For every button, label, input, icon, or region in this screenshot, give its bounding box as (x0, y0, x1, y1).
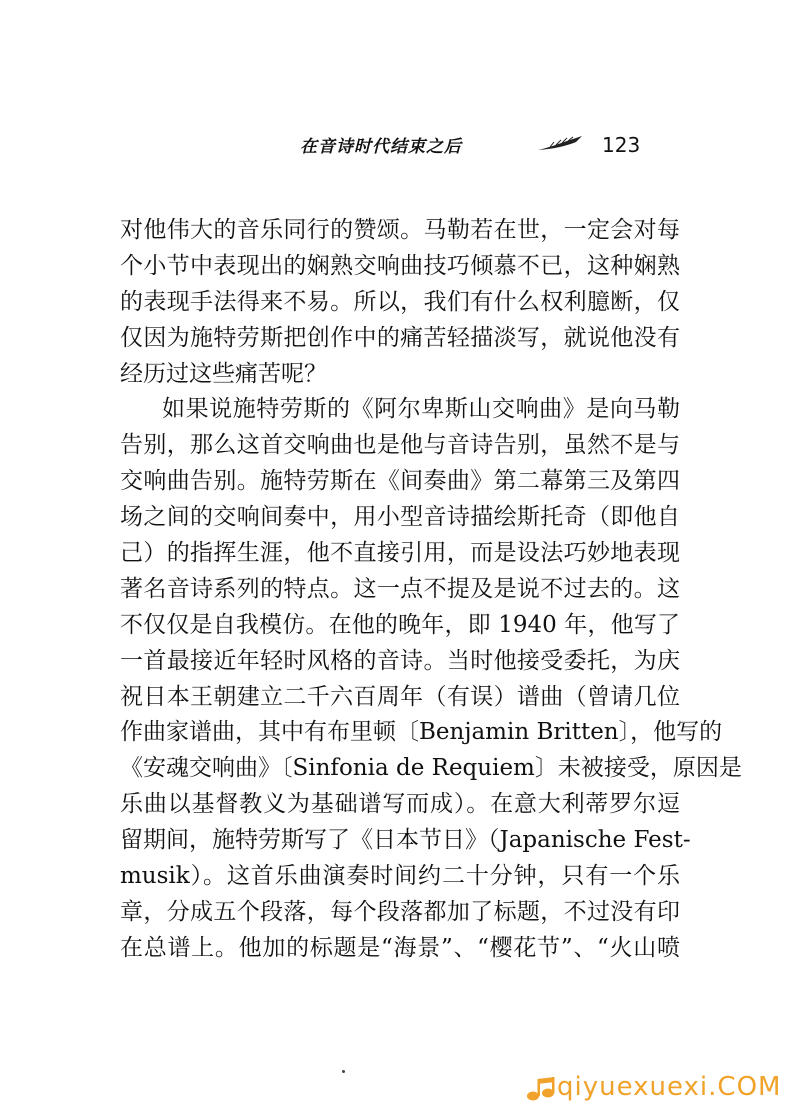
text-line: 交响曲告别。施特劳斯在《间奏曲》第二幕第三及第四 (120, 468, 680, 495)
text-line: 个小节中表现出的娴熟交响曲技巧倾慕不已，这种娴熟 (120, 252, 680, 279)
musical-note-icon (525, 1076, 555, 1102)
text-line: 场之间的交响间奏中，用小型音诗描绘斯托奇（即他自 (120, 504, 680, 531)
text-line: 对他伟大的音乐同行的赞颂。马勒若在世，一定会对每 (120, 217, 680, 243)
running-header (300, 130, 660, 162)
text-line: 乐曲以基督教义为基础谱写而成）。在意大利蒂罗尔逗 (120, 791, 680, 818)
text-line: 在总谱上。他加的标题是“海景”、“樱花节”、“火山喷 (120, 934, 680, 961)
body-text (120, 213, 742, 967)
text-line: 祝日本王朝建立二千六百周年（有误）谱曲（曾请几位 (120, 683, 680, 710)
text-line: 的表现手法得来不易。所以，我们有什么权利臆断，仅 (120, 288, 680, 315)
paragraph-first-line: 如果说施特劳斯的《阿尔卑斯山交响曲》是向马勒 (162, 396, 680, 423)
stray-dot (342, 1070, 345, 1073)
watermark-text: qiyuexuexi.COM (557, 1072, 782, 1102)
text-line: 《安魂交响曲》〔Sinfonia de Requiem〕未被接受，原因是 (120, 755, 742, 782)
text-line: musik）。这首乐曲演奏时间约二十分钟，只有一个乐 (120, 863, 680, 890)
text-line: 己）的指挥生涯，他不直接引用，而是设法巧妙地表现 (120, 540, 680, 567)
quill-ornament-icon (536, 134, 584, 154)
text-line: 留期间，施特劳斯写了《日本节日》（Japanische Fest- (120, 827, 691, 854)
watermark (525, 1068, 785, 1108)
text-line: 仅因为施特劳斯把创作中的痛苦轻描淡写，就说他没有 (120, 324, 680, 351)
text-line: 著名音诗系列的特点。这一点不提及是说不过去的。这 (120, 575, 680, 602)
chapter-title: 在音诗时代结束之后 (300, 137, 462, 157)
text-line: 作曲家谱曲，其中有布里顿〔Benjamin Britten〕，他写的 (120, 719, 723, 746)
text-line: 章，分成五个段落，每个段落都加了标题，不过没有印 (120, 898, 680, 925)
text-line: 不仅仅是自我模仿。在他的晚年，即 1940 年，他写了 (120, 611, 680, 638)
text-line: 经历过这些痛苦呢？ (120, 360, 327, 387)
page-number: 123 (602, 133, 641, 157)
text-line: 一首最接近年轻时风格的音诗。当时他接受委托，为庆 (120, 647, 680, 674)
text-line: 告别，那么这首交响曲也是他与音诗告别，虽然不是与 (120, 432, 680, 459)
